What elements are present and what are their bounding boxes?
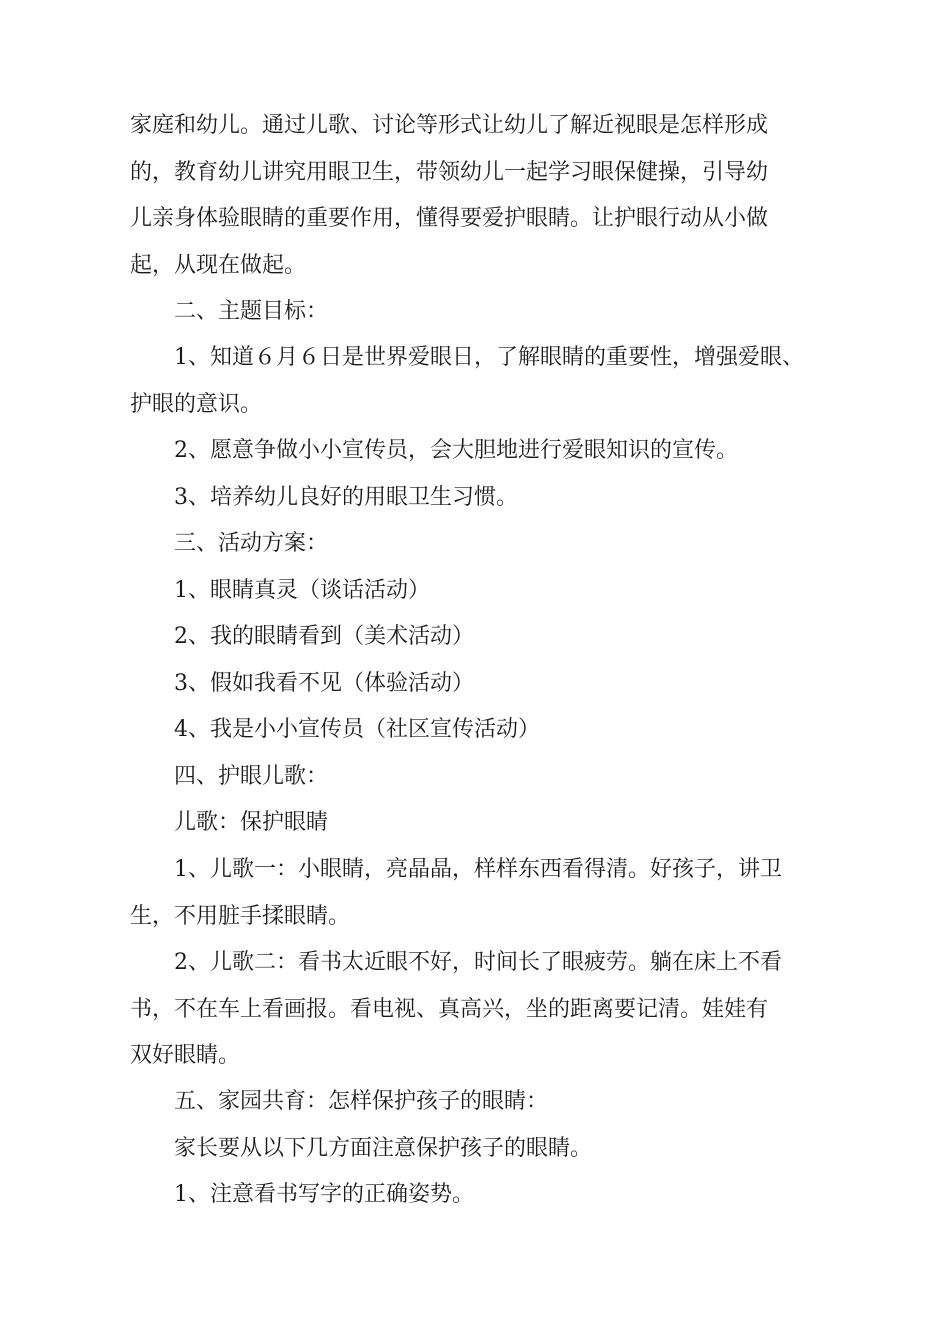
- plan-item-1: [130, 568, 830, 615]
- goal-item-3: [130, 475, 830, 522]
- text-line: 儿亲身体验眼睛的重要作用，懂得要爱护眼睛。让护眼行动从小做: [130, 206, 769, 231]
- rhyme-item-1: [130, 847, 830, 940]
- plan-item-2: [130, 614, 830, 661]
- plan-item-4: [130, 707, 830, 754]
- text-line: 双好眼睛。: [130, 1043, 241, 1068]
- text-line: 的，教育幼儿讲究用眼卫生，带领幼儿一起学习眼保健操，引导幼: [130, 159, 769, 185]
- text-line: 生，不用脏手揉眼睛。: [130, 903, 351, 929]
- heading-text: 二、主题目标：: [174, 299, 329, 324]
- text-line: 儿歌：保护眼睛: [174, 810, 329, 835]
- text-line: 2、儿歌二：看书太近眼不好，时间长了眼疲劳。躺在床上不看: [174, 950, 782, 975]
- text-line: 1、儿歌一：小眼睛，亮晶晶，样样东西看得清。好孩子，讲卫: [174, 857, 782, 882]
- goal-item-1: [130, 335, 830, 428]
- text-line: 家庭和幼儿。通过儿歌、讨论等形式让幼儿了解近视眼是怎样形成: [130, 113, 769, 138]
- text-line: 起，从现在做起。: [130, 252, 307, 278]
- text-line: 3、培养幼儿良好的用眼卫生习惯。: [174, 485, 518, 510]
- heading-text: 五、家园共育：怎样保护孩子的眼睛：: [174, 1089, 549, 1114]
- rhyme-title: [130, 800, 830, 847]
- text-line: 2、愿意争做小小宣传员，会大胆地进行爱眼知识的宣传。: [174, 438, 738, 463]
- plan-item-3: [130, 661, 830, 708]
- section-heading-rhymes: [130, 754, 830, 801]
- section-heading-home: [130, 1079, 830, 1126]
- text-line: 3、假如我看不见（体验活动）: [174, 671, 474, 696]
- text-line: 护眼的意识。: [130, 391, 263, 417]
- text-line: 书，不在车上看画报。看电视、真高兴，坐的距离要记清。娃娃有: [130, 996, 769, 1022]
- heading-text: 四、护眼儿歌：: [174, 764, 329, 789]
- text-line: 家长要从以下几方面注意保护孩子的眼睛。: [174, 1136, 593, 1161]
- paragraph-intro-continuation: [130, 103, 830, 289]
- text-line: 4、我是小小宣传员（社区宣传活动）: [174, 717, 540, 742]
- rhyme-item-2: [130, 940, 830, 1080]
- text-line: 1、知道６月６日是世界爱眼日，了解眼睛的重要性，增强爱眼、: [174, 345, 804, 370]
- section-heading-plan: [130, 521, 830, 568]
- text-line: 1、注意看书写字的正确姿势。: [174, 1182, 474, 1207]
- goal-item-2: [130, 428, 830, 475]
- heading-text: 三、活动方案：: [174, 531, 329, 556]
- home-item-1: [130, 1172, 830, 1219]
- text-line: 2、我的眼睛看到（美术活动）: [174, 624, 474, 649]
- section-heading-goals: [130, 289, 830, 336]
- home-intro: [130, 1126, 830, 1173]
- text-line: 1、眼睛真灵（谈话活动）: [174, 578, 430, 603]
